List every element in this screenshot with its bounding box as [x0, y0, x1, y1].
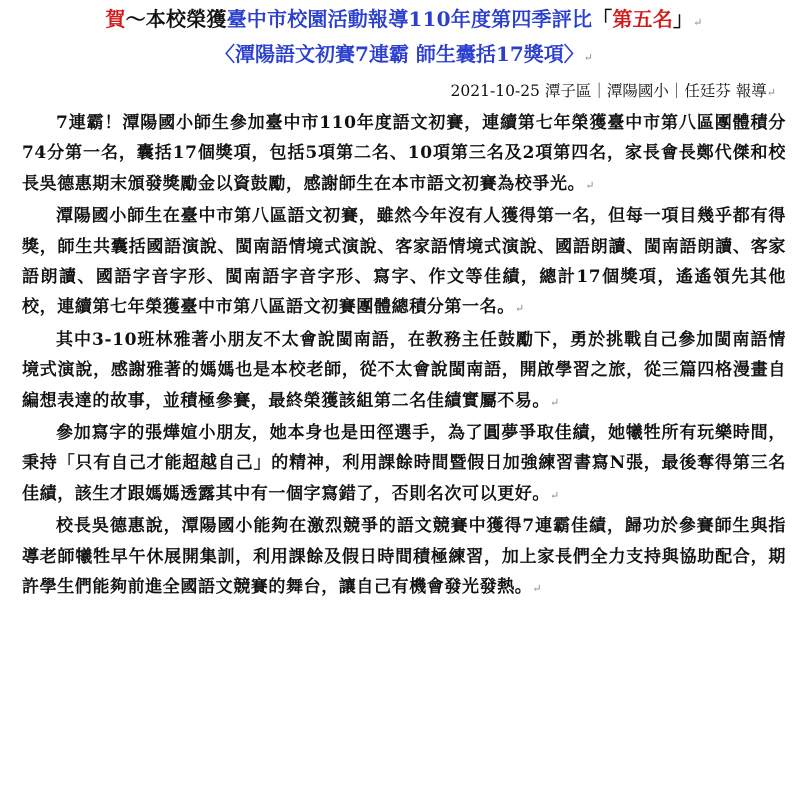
article-subtitle — [22, 40, 786, 72]
article-paragraph-2 — [22, 201, 786, 325]
article-byline — [22, 78, 786, 106]
paragraph-text: 7連霸！潭陽國小師生參加臺中市110年度語文初賽，連續第七年榮獲臺中市第八區團體積分74分第一名，囊括17個獎項，包括5項第二名、10項第三名及2項第四名，家長會長鄭代傑和校長吳德惠期末頒發獎勵金以資鼓勵，感謝師生在本市語文初賽為校爭光。 — [22, 113, 786, 194]
headline-congrats: 賀 — [105, 7, 126, 31]
paragraph-text: 潭陽國小師生在臺中市第八區語文初賽，雖然今年沒有人獲得第一名，但每一項目幾乎都有得獎，師生共囊括國語演說、閩南語情境式演說、客家語情境式演說、國語朗讀、閩南語朗讀、客家語朗讀、國語字音字形、閩南語字音字形、寫字、作文等佳績，總計17個獎項，遙遙領先其他校，連續第七年榮獲臺中市第八區語文初賽團體總積分第一名。 — [22, 206, 786, 318]
headline-close-bracket: 」 — [672, 7, 694, 31]
paragraph-mark: ↵ — [532, 582, 543, 596]
article-headline — [22, 4, 786, 38]
article-paragraph-4 — [22, 418, 786, 511]
headline-award-name: 臺中市校園活動報導110年度第四季評比 — [226, 7, 593, 31]
paragraph-mark: ↵ — [550, 488, 560, 502]
article-paragraph-5 — [22, 511, 786, 604]
headline-prefix: ～本校榮獲 — [125, 7, 227, 31]
paragraph-text: 校長吳德惠說，潭陽國小能夠在激烈競爭的語文競賽中獲得7連霸佳績，歸功於參賽師生與指導老師犧牲早午休展開集訓，利用課餘及假日時間積極練習，加上家長們全力支持與協助配合，期許學生們能夠前進全國語文競賽的舞台，讓自己有機會發光發熱。 — [22, 516, 786, 598]
paragraph-mark: ↵ — [550, 395, 560, 409]
paragraph-mark: ↵ — [766, 86, 776, 99]
byline-text: 2021-10-25 潭子區｜潭陽國小｜任廷芬 報導 — [450, 82, 767, 100]
paragraph-text: 參加寫字的張燁媗小朋友，她本身也是田徑選手，為了圓夢爭取佳績，她犧牲所有玩樂時間，秉持「只有自己才能超越自己」的精神，利用課餘時間暨假日加強練習書寫N張，最後奪得第三名佳績，該生才跟媽媽透露其中有一個字寫錯了，否則名次可以更好。 — [22, 423, 786, 504]
article-paragraph-1 — [22, 108, 786, 201]
paragraph-mark: ↵ — [514, 302, 525, 316]
paragraph-mark: ↵ — [693, 16, 703, 29]
paragraph-mark: ↵ — [585, 178, 596, 192]
paragraph-mark: ↵ — [583, 51, 593, 64]
article-body — [22, 108, 786, 605]
paragraph-text: 其中3-10班林雅著小朋友不太會說閩南語，在教務主任鼓勵下，勇於挑戰自己參加閩南語情境式演說，感謝雅著的媽媽也是本校老師，從不太會說閩南語，開啟學習之旅，從三篇四格漫畫自編想表達的故事，並積極參賽，最終榮獲該組第二名佳績實屬不易。 — [22, 329, 786, 411]
subtitle-text: 〈潭陽語文初賽7連霸 師生囊括17獎項〉 — [215, 42, 584, 66]
headline-open-bracket: 「 — [592, 7, 613, 31]
article-paragraph-3 — [22, 325, 786, 418]
headline-rank: 第五名 — [612, 7, 673, 31]
